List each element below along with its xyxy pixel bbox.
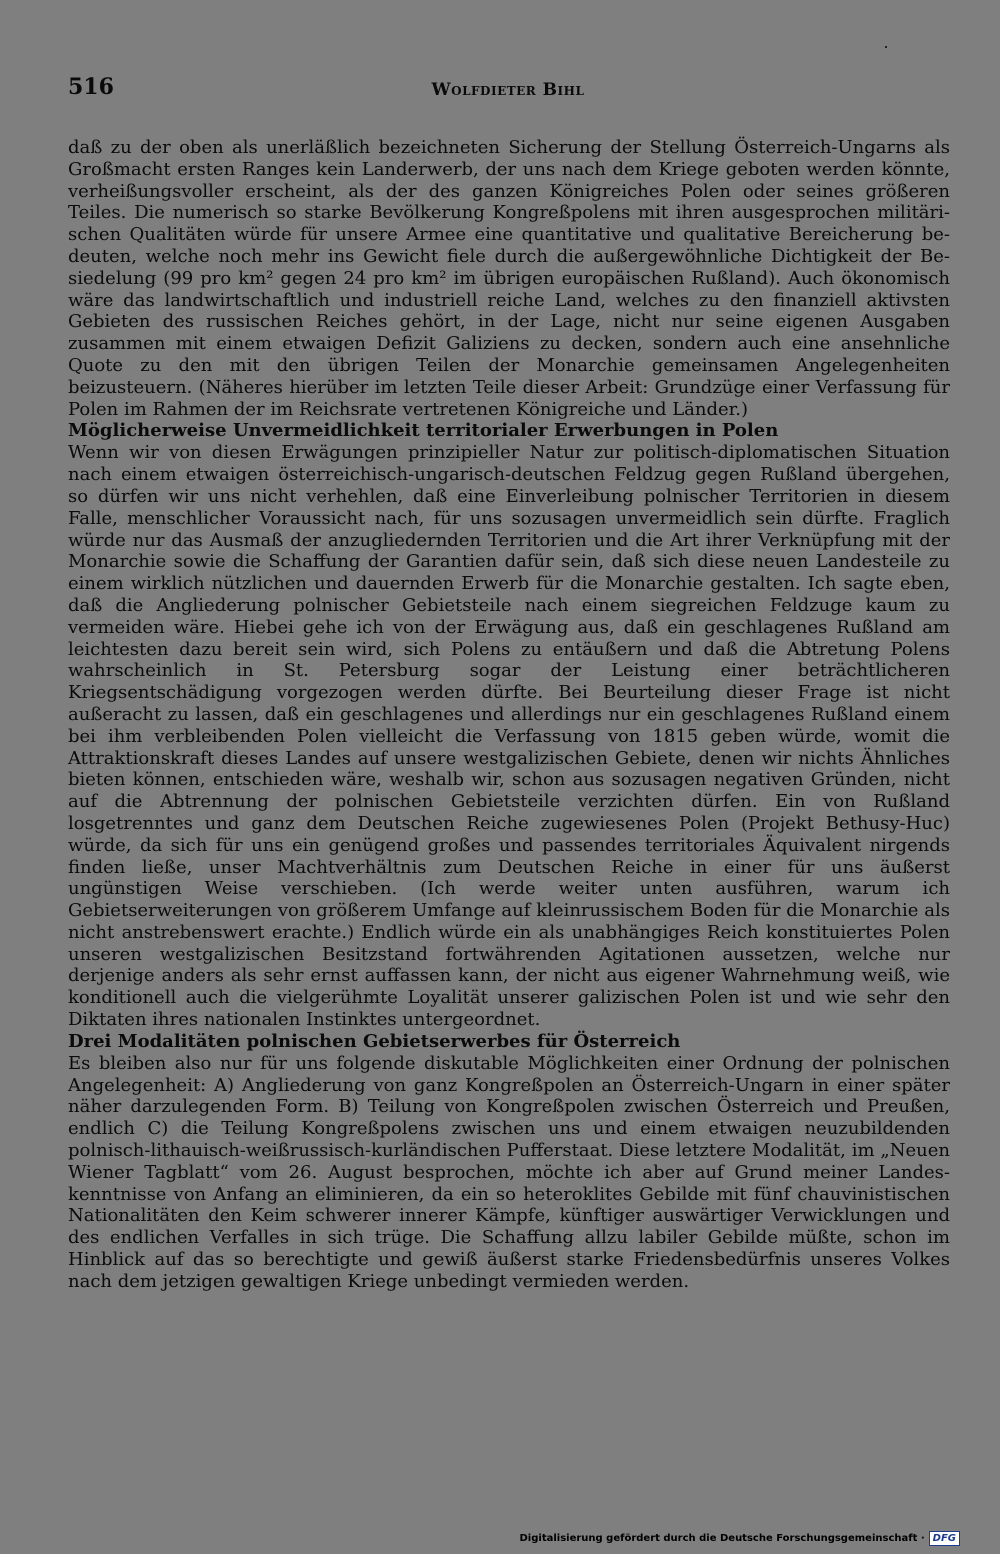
section-heading-2: Drei Modalitäten polnischen Gebietserwerbes für Österreich [68, 1030, 681, 1052]
page-number: 516 [68, 74, 114, 100]
digitization-credit [520, 1531, 961, 1546]
body-paragraph-1: daß zu der oben als unerläßlich bezeichneten Sicherung der Stellung Österreich-Ungarns als Großmacht ersten Ranges kein Landerwerb, der uns nach dem Kriege geboten werden könnte, verheißungsvoller erscheint, als der des ganzen Königreiches Polen oder seines größeren Teiles. Die numerisch so starke Bevölkerung Kongreßpolens mit ihren ausgesprochen militärischen Qualitäten würde für unsere Armee eine quantitative und qualitative Bereicherung bedeuten, welche noch mehr ins Gewicht fiele durch die außergewöhnliche Dichtigkeit der Besiedelung (99 pro km² gegen 24 pro km² im übrigen europäischen Rußland). Auch ökonomisch wäre das landwirtschaftlich und industriell reiche Land, welches zu den finanziell aktivsten Gebieten des russischen Reiches gehört, in der Lage, nicht nur seine eigenen Ausgaben zusammen mit einem etwaigen Defizit Galiziens zu decken, sondern auch eine ansehnliche Quote zu den mit den übrigen Teilen der Monarchie gemeinsamen Angelegenheiten beizusteuern. (Näheres hierüber im letzten Teile dieser Arbeit: Grundzüge einer Verfassung für Polen im Rahmen der im Reichsrate vertretenen Königreiche und Länder.) [68, 137, 950, 420]
running-head-author: Wolfdieter Bihl [431, 80, 585, 100]
section-2-paragraph: Es bleiben also nur für uns folgende diskutable Möglichkeiten einer Ordnung der polnischen Angelegenheit: A) Angliederung von ganz Kongreßpolen an Österreich-Ungarn in einer später näher darzulegenden Form. B) Teilung von Kongreßpolen zwischen Österreich und Preußen, endlich C) die Teilung Kongreßpolens zwischen uns und einem etwaigen neuzubildenden polnisch-lithauisch-weißrussisch-kurländischen Pufferstaat. Diese letztere Modalität, im „Neuen Wiener Tagblatt“ vom 26. August besprochen, möchte ich aber auf Grund meiner Landeskenntnisse von Anfang an eliminieren, da ein so heteroklites Gebilde mit fünf chauvinistischen Nationalitäten den Keim schwerer innerer Kämpfe, künftiger auswärtiger Verwicklungen und des endlichen Verfalles in sich trüge. Die Schaffung allzu labiler Gebilde müßte, schon im Hinblick auf das so berechtigte und gewiß äußerst starke Friedensbedürfnis unseres Volkes nach dem jetzigen gewaltigen Kriege unbedingt vermieden werden. [68, 1052, 950, 1292]
dfg-logo-icon: DFG [929, 1531, 960, 1546]
credit-text: Digitalisierung gefördert durch die Deutsche Forschungsgemeinschaft · [519, 1533, 925, 1544]
page-header [68, 74, 948, 114]
page-body [68, 137, 950, 1293]
scan-speck [885, 46, 887, 48]
section-heading-1: Möglicherweise Unvermeidlichkeit territorialer Erwerbungen in Polen [68, 420, 779, 442]
section-1-paragraph: Wenn wir von diesen Erwägungen prinzipieller Natur zur politisch-diplomatischen Situation nach einem etwaigen österreichisch-ungarisch-deutschen Feldzug gegen Rußland übergehen, so dürfen wir uns nicht verhehlen, daß eine Einverleibung polnischer Territorien in diesem Falle, menschlicher Voraussicht nach, für uns sozusagen unvermeidlich sein dürfte. Fraglich würde nur das Ausmaß der anzugliedernden Territorien und die Art ihrer Verknüpfung mit der Monarchie sowie die Schaffung der Garantien dafür sein, daß sich diese neuen Landesteile zu einem wirklich nützlichen und dauernden Erwerb für die Monarchie gestalten. Ich sagte eben, daß die Angliederung polnischer Gebietsteile nach einem siegreichen Feldzuge kaum zu vermeiden wäre. Hiebei gehe ich von der Erwägung aus, daß ein geschlagenes Rußland am leichtesten dazu bereit sein wird, sich Polens zu entäußern und daß die Abtretung Polens wahrscheinlich in St. Petersburg sogar der Leistung einer beträchtlicheren Kriegsentschädigung vorgezogen werden dürfte. Bei Beurteilung dieser Frage ist nicht außeracht zu lassen, daß ein geschlagenes und allerdings nur ein geschlagenes Rußland einem bei ihm verbleibenden Polen vielleicht die Verfassung von 1815 geben würde, womit die Attraktionskraft dieses Landes auf unsere westgalizischen Gebiete, denen wir nichts Ähnliches bieten können, entschieden wäre, weshalb wir, schon aus sozusagen negativen Gründen, nicht auf die Abtrennung der polnischen Gebietsteile verzichten dürfen. Ein von Rußland losgetrenntes und ganz dem Deutschen Reiche zugewiesenes Polen (Projekt Bethusy-Huc) würde, da sich für uns ein genügend großes und passendes territoriales Äquivalent nirgends finden ließe, unser Machtverhältnis zum Deutschen Reiche in einer für uns äußerst ungünstigen Weise verschieben. (Ich werde weiter unten ausführen, warum ich Gebietserweiterungen von größerem Umfange auf kleinrussischem Boden für die Monarchie als nicht anstrebenswert erachte.) Endlich würde ein als unabhängiges Reich konstituiertes Polen unseren westgalizischen Besitzstand fortwährenden Agitationen aussetzen, welche nur derjenige anders als sehr ernst auffassen kann, der nicht aus eigener Wahrnehmung weiß, wie konditionell auch die vielgerühmte Loyalität unserer galizischen Polen ist und wie sehr den Diktaten ihres nationalen Instinktes untergeordnet. [68, 442, 950, 1031]
